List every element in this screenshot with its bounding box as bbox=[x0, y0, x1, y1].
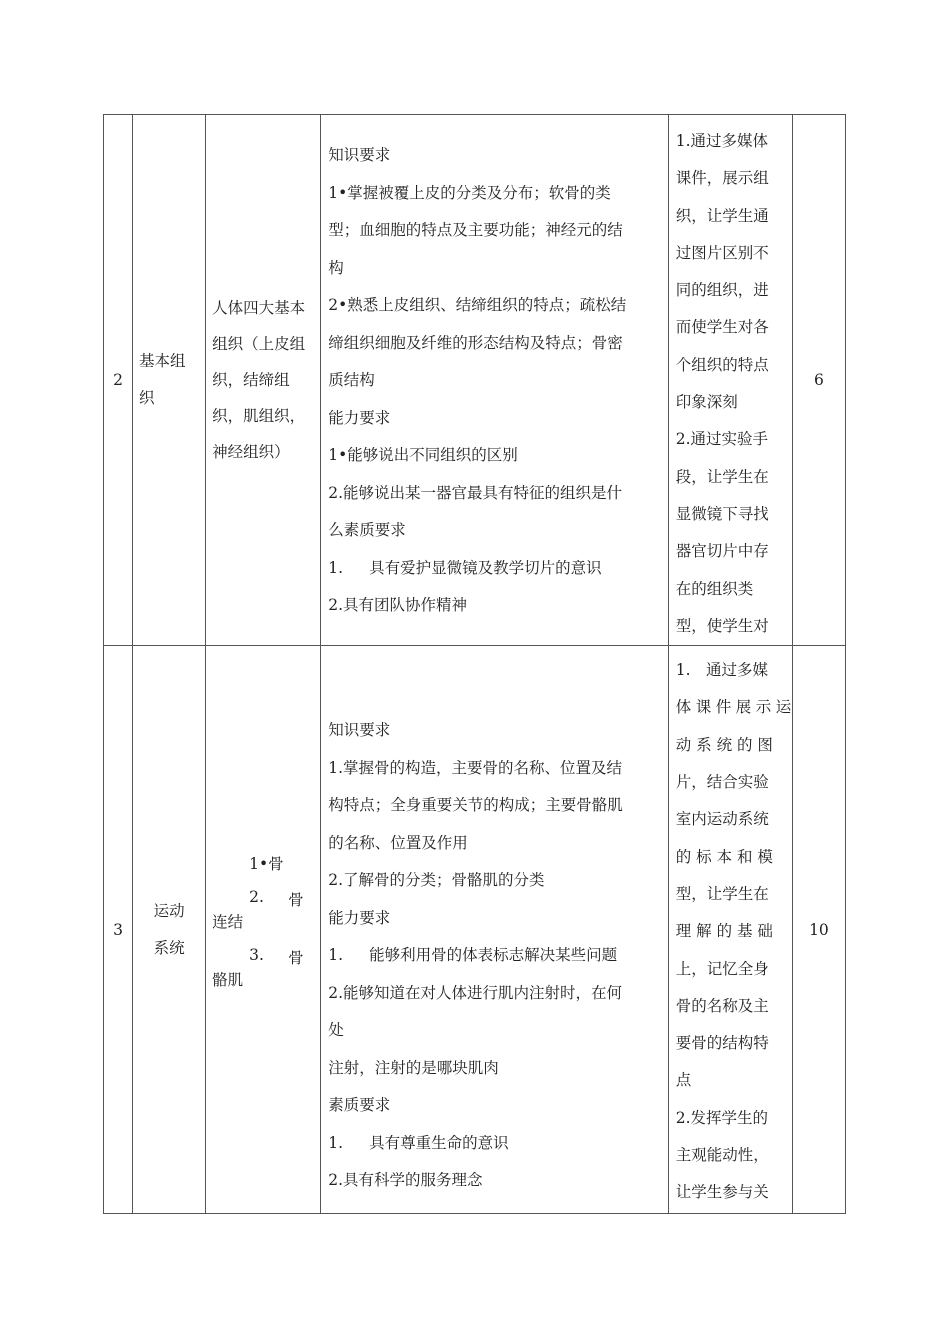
teaching-requirements bbox=[321, 115, 668, 646]
content-item: 3. bbox=[249, 946, 264, 965]
requirement-line bbox=[328, 937, 659, 975]
content-item: 2. bbox=[249, 888, 264, 907]
content-line: 织，结缔组 bbox=[212, 371, 290, 390]
content-item: 1•骨 bbox=[249, 855, 284, 874]
teaching-methods bbox=[668, 646, 796, 1214]
requirement-line: 质结构 bbox=[328, 371, 375, 389]
table-row bbox=[104, 115, 846, 646]
requirement-heading: 知识要求 bbox=[328, 146, 391, 164]
method-line: 显微镜下寻找 bbox=[675, 504, 769, 523]
requirement-line: 2.具有团队协作精神 bbox=[328, 596, 468, 614]
content-line: 人体四大基本 bbox=[212, 299, 306, 318]
class-hours: 10 bbox=[792, 646, 845, 1214]
method-line: 织，让学生通 bbox=[675, 206, 769, 225]
requirement-line: 型；血细胞的特点及主要功能；神经元的结 bbox=[328, 221, 623, 239]
unit-name-line: 运动 bbox=[153, 901, 185, 920]
content-line: 组织（上皮组 bbox=[212, 335, 306, 354]
method-line: 室内运动系统 bbox=[675, 810, 769, 829]
method-line: 同的组织，进 bbox=[675, 281, 769, 300]
row-number: 2 bbox=[104, 115, 133, 646]
list-text: 具有爱护显微镜及教学切片的意识 bbox=[369, 558, 602, 577]
class-hours: 6 bbox=[792, 115, 845, 646]
teaching-methods bbox=[668, 115, 792, 646]
method-line: 1. 通过多媒 bbox=[675, 661, 769, 680]
requirement-line: 处 bbox=[328, 1021, 344, 1040]
requirement-line: 1•能够说出不同组织的区别 bbox=[328, 446, 518, 464]
method-line: 动 系 统 的 图 bbox=[675, 735, 773, 754]
requirement-line: 缔组织细胞及纤维的形态结构及特点；骨密 bbox=[328, 333, 623, 352]
method-line: 要骨的结构特 bbox=[675, 1034, 769, 1053]
method-line: 骨的名称及主 bbox=[675, 996, 769, 1015]
requirement-line: 2.具有科学的服务理念 bbox=[328, 1171, 483, 1190]
requirement-line: 的名称、位置及作用 bbox=[328, 833, 468, 852]
list-number: 1. bbox=[328, 558, 344, 577]
unit-name bbox=[133, 646, 206, 1214]
requirement-line: 1•掌握被覆上皮的分类及分布；软骨的类 bbox=[328, 183, 611, 202]
method-line: 在的组织类 bbox=[675, 579, 754, 598]
method-line: 让学生参与关 bbox=[675, 1183, 769, 1202]
method-line: 课件，展示组 bbox=[675, 169, 769, 188]
requirement-line: 1.掌握骨的构造，主要骨的名称、位置及结 bbox=[328, 758, 623, 777]
requirement-line: 2.了解骨的分类；骨骼肌的分类 bbox=[328, 871, 545, 890]
requirement-line: 构 bbox=[328, 258, 344, 277]
unit-content bbox=[206, 115, 321, 646]
requirement-heading: 能力要求 bbox=[328, 408, 391, 427]
method-line: 印象深刻 bbox=[675, 393, 738, 412]
method-line: 1.通过多媒体 bbox=[675, 132, 769, 150]
requirement-heading: 知识要求 bbox=[328, 721, 391, 740]
method-line: 片，结合实验 bbox=[675, 773, 769, 792]
requirement-line: 构特点；全身重要关节的构成；主要骨骼肌 bbox=[328, 796, 623, 815]
method-line: 个组织的特点 bbox=[675, 355, 769, 374]
requirement-heading: 能力要求 bbox=[328, 908, 391, 927]
method-line: 2.通过实验手 bbox=[675, 430, 769, 449]
requirement-line: 注射，注射的是哪块肌肉 bbox=[328, 1058, 499, 1077]
curriculum-table bbox=[103, 114, 846, 1214]
requirement-line: 2•熟悉上皮组织、结缔组织的特点；疏松结 bbox=[328, 296, 627, 314]
row-number: 3 bbox=[104, 646, 133, 1214]
requirement-line bbox=[328, 1125, 659, 1163]
requirement-line: 2.能够说出某一器官最具有特征的组织是什 bbox=[328, 483, 623, 502]
content-item: 骨 bbox=[288, 949, 304, 968]
method-line: 主观能动性， bbox=[675, 1146, 769, 1165]
teaching-requirements bbox=[321, 646, 668, 1214]
method-line: 体课件展示运 bbox=[675, 698, 796, 717]
method-line: 2.发挥学生的 bbox=[675, 1108, 769, 1127]
method-line: 上，记忆全身 bbox=[675, 959, 769, 978]
method-line: 段，让学生在 bbox=[675, 467, 769, 486]
content-item: 骼肌 bbox=[212, 971, 244, 990]
method-line: 过图片区别不 bbox=[675, 243, 769, 262]
method-line: 型，使学生对 bbox=[675, 616, 769, 635]
requirement-line bbox=[328, 550, 659, 588]
list-text: 具有尊重生命的意识 bbox=[369, 1133, 509, 1152]
content-item: 连结 bbox=[212, 913, 244, 932]
method-line: 器官切片中存 bbox=[675, 542, 769, 561]
content-line: 织，肌组织， bbox=[212, 407, 306, 426]
content-item: 骨 bbox=[288, 891, 304, 910]
method-line: 而使学生对各 bbox=[675, 318, 769, 337]
list-number: 1. bbox=[328, 946, 344, 965]
unit-name-line: 系统 bbox=[153, 938, 185, 957]
method-line: 理 解 的 基 础 bbox=[675, 922, 773, 941]
requirement-heading: 素质要求 bbox=[328, 1096, 391, 1115]
list-text: 能够利用骨的体表标志解决某些问题 bbox=[369, 946, 618, 965]
table-row bbox=[104, 646, 846, 1214]
method-line: 型，让学生在 bbox=[675, 884, 769, 903]
list-number: 1. bbox=[328, 1133, 344, 1152]
requirement-line: 2.能够知道在对人体进行肌内注射时，在何 bbox=[328, 983, 623, 1002]
method-line: 点 bbox=[675, 1071, 692, 1090]
content-line: 神经组织） bbox=[212, 443, 290, 462]
method-line: 的 标 本 和 模 bbox=[675, 847, 773, 866]
unit-name: 基本组织 bbox=[133, 115, 206, 646]
unit-content bbox=[206, 646, 321, 1214]
requirement-line: 么素质要求 bbox=[328, 521, 406, 539]
